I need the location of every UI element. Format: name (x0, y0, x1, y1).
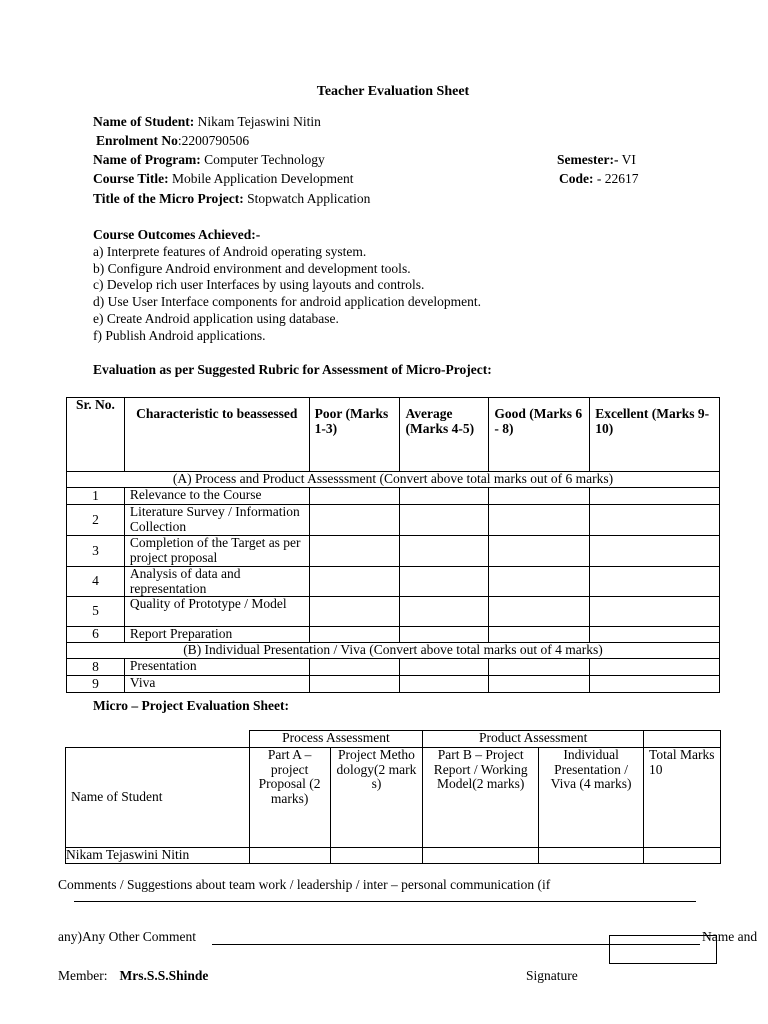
table-row (66, 848, 721, 864)
row-label: Relevance to the Course (124, 488, 309, 505)
score-cell[interactable] (400, 659, 489, 676)
col-total: Total Marks 10 (644, 748, 721, 848)
score-cell[interactable] (590, 659, 720, 676)
score-cell[interactable] (489, 597, 590, 627)
table-row (67, 627, 720, 643)
micro-eval-table (65, 730, 721, 864)
score-cell[interactable] (400, 676, 489, 693)
semester-label: Semester:- (557, 152, 619, 167)
score-cell[interactable] (309, 567, 400, 597)
page-title: Teacher Evaluation Sheet (316, 84, 470, 99)
student-name-cell: Nikam Tejaswini Nitin (66, 848, 250, 864)
rubric-heading: Evaluation as per Suggested Rubric for Assessment of Micro-Project: (93, 362, 492, 377)
outcome-item: c) Develop rich user Interfaces by using layouts and controls. (93, 277, 425, 293)
score-cell[interactable] (590, 627, 720, 643)
col-proposal: Part A – project Proposal (2 marks) (249, 748, 330, 848)
outcome-item: b) Configure Android environment and development tools. (93, 260, 411, 276)
program-label: Name of Program: (93, 152, 201, 167)
comment-rule (74, 901, 696, 902)
project-label: Title of the Micro Project: (93, 191, 244, 206)
course-line (93, 171, 353, 188)
student-name-label: Name of Student: (93, 114, 195, 129)
code-line (559, 171, 639, 188)
row-number: 5 (67, 597, 125, 627)
score-cell[interactable] (309, 676, 400, 693)
score-cell[interactable] (489, 488, 590, 505)
score-cell[interactable] (400, 597, 489, 627)
row-number: 1 (67, 488, 125, 505)
name-header: Name of Student (66, 748, 250, 848)
col-report: Part B – Project Report / Working Model(2 marks) (423, 748, 539, 848)
signature-label: Signature (526, 968, 578, 983)
header-good: Good (Marks 6 - 8) (489, 398, 590, 472)
course-value: Mobile Application Development (168, 171, 354, 186)
score-cell[interactable] (309, 597, 400, 627)
mark-cell[interactable] (423, 848, 539, 864)
score-cell[interactable] (590, 676, 720, 693)
product-header: Product Assessment (423, 731, 644, 748)
score-cell[interactable] (489, 676, 590, 693)
eval-group-row (66, 731, 721, 748)
table-row (67, 488, 720, 505)
blank-cell (66, 731, 250, 748)
row-label: Completion of the Target as per project proposal (124, 536, 309, 567)
outcome-item: f) Publish Android applications. (93, 327, 266, 343)
col-methodology: Project Methodology(2 marks) (330, 748, 423, 848)
member-name: Mrs.S.S.Shinde (119, 968, 209, 983)
outcome-item: e) Create Android application using database. (93, 310, 339, 326)
col-viva: Individual Presentation / Viva (4 marks) (539, 748, 644, 848)
row-label: Quality of Prototype / Model (124, 597, 309, 627)
score-cell[interactable] (489, 536, 590, 567)
row-label: Viva (124, 676, 309, 693)
mark-cell[interactable] (539, 848, 644, 864)
table-row (67, 659, 720, 676)
score-cell[interactable] (400, 505, 489, 536)
signature-box[interactable] (609, 935, 717, 964)
score-cell[interactable] (489, 505, 590, 536)
header-characteristic: Characteristic to beassessed (124, 398, 309, 472)
program-line (93, 152, 325, 169)
eval-header-row (66, 748, 721, 848)
row-number: 2 (67, 505, 125, 536)
score-cell[interactable] (590, 597, 720, 627)
member-label: Member: (58, 968, 108, 983)
process-header: Process Assessment (249, 731, 423, 748)
row-label: Presentation (124, 659, 309, 676)
semester-line (557, 152, 636, 169)
comments-line-1: Comments / Suggestions about team work / leadership / inter – personal communication (if (58, 877, 551, 892)
row-number: 9 (67, 676, 125, 693)
row-label: Analysis of data and representation (124, 567, 309, 597)
rubric-header-row (67, 398, 720, 472)
score-cell[interactable] (590, 567, 720, 597)
header-poor: Poor (Marks 1-3) (309, 398, 400, 472)
member-line (58, 968, 208, 985)
row-number: 3 (67, 536, 125, 567)
row-label: Literature Survey / Information Collection (124, 505, 309, 536)
score-cell[interactable] (400, 536, 489, 567)
mark-cell[interactable] (249, 848, 330, 864)
table-row (67, 676, 720, 693)
outcome-item: a) Interprete features of Android operating system. (93, 243, 367, 259)
enrolment-line (96, 133, 249, 150)
micro-heading: Micro – Project Evaluation Sheet: (93, 698, 289, 713)
table-row (67, 536, 720, 567)
score-cell[interactable] (309, 536, 400, 567)
student-name-value: Nikam Tejaswini Nitin (194, 114, 321, 129)
score-cell[interactable] (590, 536, 720, 567)
table-row (67, 597, 720, 627)
score-cell[interactable] (309, 488, 400, 505)
score-cell[interactable] (489, 659, 590, 676)
score-cell[interactable] (590, 505, 720, 536)
code-label: Code: (559, 171, 594, 186)
semester-value: VI (618, 152, 636, 167)
score-cell[interactable] (309, 659, 400, 676)
score-cell[interactable] (489, 627, 590, 643)
code-value: - 22617 (593, 171, 639, 186)
project-line (93, 191, 370, 208)
mark-cell[interactable] (644, 848, 721, 864)
score-cell[interactable] (400, 627, 489, 643)
student-name-line (93, 114, 321, 131)
table-row (67, 505, 720, 536)
name-and-label: Name and (702, 929, 758, 944)
score-cell[interactable] (590, 488, 720, 505)
program-value: Computer Technology (200, 152, 325, 167)
course-outcomes (93, 227, 481, 345)
blank-cell (644, 731, 721, 748)
score-cell[interactable] (400, 567, 489, 597)
header-average: Average (Marks 4-5) (400, 398, 489, 472)
header-excellent: Excellent (Marks 9-10) (590, 398, 720, 472)
section-b-row: (B) Individual Presentation / Viva (Convert above total marks out of 4 marks) (67, 643, 720, 659)
row-number: 6 (67, 627, 125, 643)
section-a-row: (A) Process and Product Assesssment (Convert above total marks out of 6 marks) (67, 472, 720, 488)
enrolment-label: Enrolment No (96, 133, 178, 148)
score-cell[interactable] (309, 505, 400, 536)
outcome-item: d) Use User Interface components for android application development. (93, 294, 481, 310)
row-label: Report Preparation (124, 627, 309, 643)
header-sr-no: Sr. No. (67, 398, 125, 472)
enrolment-value: :2200790506 (177, 133, 250, 148)
mark-cell[interactable] (330, 848, 423, 864)
row-number: 8 (67, 659, 125, 676)
course-label: Course Title: (93, 171, 169, 186)
project-value: Stopwatch Application (243, 191, 371, 206)
table-row (67, 567, 720, 597)
outcomes-heading: Course Outcomes Achieved:- (93, 227, 261, 242)
comments-line-2: any)Any Other Comment (58, 929, 196, 944)
rubric-table (66, 397, 720, 693)
score-cell[interactable] (309, 627, 400, 643)
score-cell[interactable] (489, 567, 590, 597)
row-number: 4 (67, 567, 125, 597)
score-cell[interactable] (400, 488, 489, 505)
